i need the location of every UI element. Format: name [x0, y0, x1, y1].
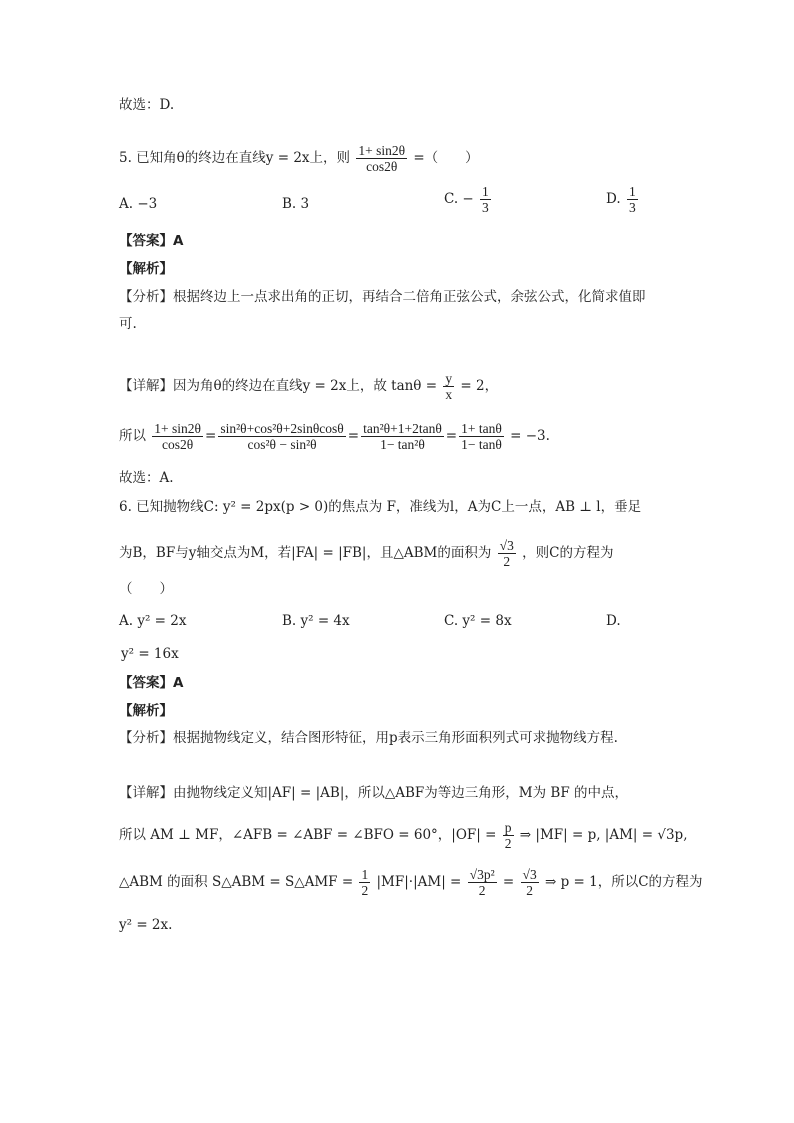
q6-option-c: C. y² = 8x [444, 613, 512, 629]
q6-area-den: 2 [503, 554, 511, 569]
question-6-line1: 6. 已知抛物线C: y² = 2px(p > 0)的焦点为 F，准线为l，A为C上一点，AB ⊥ l，垂足 [119, 499, 642, 515]
q6-analysis: 【分析】根据抛物线定义，结合图形特征，用p表示三角形面积列式可求抛物线方程. [119, 730, 618, 746]
q6-detail2-pre: 所以 AM ⊥ MF，∠AFB = ∠ABF = ∠BFO = 60°，|OF| = [119, 827, 497, 843]
q6-detail2-num: p [504, 820, 512, 835]
q6-d3-n2: √3p² [469, 867, 495, 882]
q5-option-b: B. 3 [282, 196, 310, 212]
frac2-num: sin²θ+cos²θ+2sinθcosθ [220, 421, 344, 436]
q6-option-a: A. y² = 2x [119, 613, 187, 629]
q6-detail2-den: 2 [504, 836, 512, 851]
q6-detail3-frac3 [521, 867, 539, 898]
q5-d-num: 1 [628, 184, 636, 199]
q5-detail1-pre: 【详解】因为角θ的终边在直线y = 2x上，故 tanθ = [119, 378, 438, 394]
q5-option-c-prefix: C. − [444, 191, 474, 207]
question-6-line3: （ ） [119, 581, 173, 597]
frac1-den: cos2θ [162, 437, 194, 452]
q5-analysis-line1: 【分析】根据终边上一点求出角的正切，再结合二倍角正弦公式，余弦公式，化简求值即 [119, 289, 646, 305]
q5-detail2-frac3 [361, 421, 444, 452]
q6-detail-line4: y² = 2x. [119, 917, 173, 933]
q5-option-a: A. −3 [119, 196, 158, 212]
q6-analysis-heading: 【解析】 [119, 703, 173, 719]
q5-numerator: 1+ sin2θ [358, 143, 406, 158]
q6-detail-line1: 【详解】由抛物线定义知|AF| = |AB|，所以△ABF为等边三角形，M为 BF 的中点， [119, 785, 628, 801]
q5-detail2-frac2 [218, 421, 345, 452]
frac4-num: 1+ tanθ [461, 421, 502, 436]
q5-option-c [444, 184, 493, 215]
question-5 [119, 143, 479, 174]
q5-select: 故选：A. [119, 470, 174, 486]
q5-answer: 【答案】A [119, 233, 184, 249]
q5-option-c-fraction [480, 184, 491, 215]
q5-denominator: cos2θ [366, 159, 398, 174]
q5-detail1-den: x [445, 387, 453, 402]
q6-detail3-post: ⇒ p = 1，所以C的方程为 [545, 874, 703, 890]
q6-detail3-frac2 [468, 867, 497, 898]
q6-detail3-pre: △ABM 的面积 S△ABM = S△AMF = [119, 874, 354, 890]
q6-detail2-frac [503, 820, 514, 851]
q5-analysis-line2: 可. [119, 316, 137, 332]
q6-detail-line2 [119, 820, 688, 851]
frac3-den: 1− tan²θ [380, 437, 425, 452]
q6-detail-line3 [119, 867, 703, 898]
q6-option-b: B. y² = 4x [282, 613, 350, 629]
q6-line2-pre: 为B，BF与y轴交点为M，若|FA| = |FB|，且△ABM的面积为 [119, 545, 492, 561]
q6-detail2-post: ⇒ |MF| = p, |AM| = √3p, [519, 827, 688, 843]
q5-detail-line2: 所以 $\frac{1+ \sin 2\theta}{\cos 2\theta}$ = $\frac{\text{sin²θ+cos²θ+2sinθcosθ}}{\text{cos²θ − sin²θ}}$ = $\frac{\text{tan²θ+1+2tanθ}}{\text{1− tan²θ}}$ = $\frac{1+ \tan\theta}{1- \tan\theta}$ = −3. [119, 421, 550, 452]
frac1-num: 1+ sin2θ [154, 421, 202, 436]
q5-option-d [606, 184, 640, 215]
q5-detail2-post: = −3. [510, 428, 550, 444]
q6-option-d: D. [606, 613, 621, 629]
q6-answer: 【答案】A [119, 675, 184, 691]
q6-option-d-value: y² = 16x [121, 646, 179, 662]
q5-c-den: 3 [482, 200, 489, 215]
question-6-line2 [119, 538, 613, 569]
q6-detail3-eq: = [502, 874, 515, 890]
q5-detail-line1 [119, 371, 498, 402]
q5-d-den: 3 [628, 200, 636, 215]
q5-detail1-post: = 2， [460, 378, 499, 394]
q5-fraction [356, 143, 407, 174]
q6-detail3-frac1 [359, 867, 370, 898]
q5-option-d-prefix: D. [606, 191, 621, 207]
q5-stem: 5. 已知角θ的终边在直线y = 2x上，则 [119, 150, 351, 166]
q6-detail3-mid: |MF|·|AM| = [376, 874, 462, 890]
q5-detail1-frac [443, 371, 454, 402]
q5-detail1-num: y [445, 371, 453, 386]
q5-c-num: 1 [482, 184, 489, 199]
q6-d3-d3: 2 [526, 883, 533, 898]
q6-line2-post: ，则C的方程为 [522, 545, 614, 561]
q5-tail: =（ ） [413, 150, 479, 166]
q6-d3-d2: 2 [478, 883, 486, 898]
q5-option-d-fraction [627, 184, 638, 215]
frac4-den: 1− tanθ [461, 437, 502, 452]
q6-area-num: √3 [499, 538, 514, 553]
frac2-den: cos²θ − sin²θ [247, 437, 317, 452]
q5-detail2-pre: 所以 [119, 428, 146, 444]
q6-d3-n3: √3 [522, 867, 537, 882]
frac3-num: tan²θ+1+2tanθ [363, 421, 442, 436]
q6-area-frac [498, 538, 516, 569]
q5-detail2-frac4 [459, 421, 504, 452]
q6-d3-d1: 2 [361, 883, 369, 898]
q6-d3-n1: 1 [361, 867, 369, 882]
line-prev-answer: 故选：D. [119, 97, 175, 113]
q5-detail2-frac1 [152, 421, 203, 452]
q5-analysis-heading: 【解析】 [119, 261, 173, 277]
